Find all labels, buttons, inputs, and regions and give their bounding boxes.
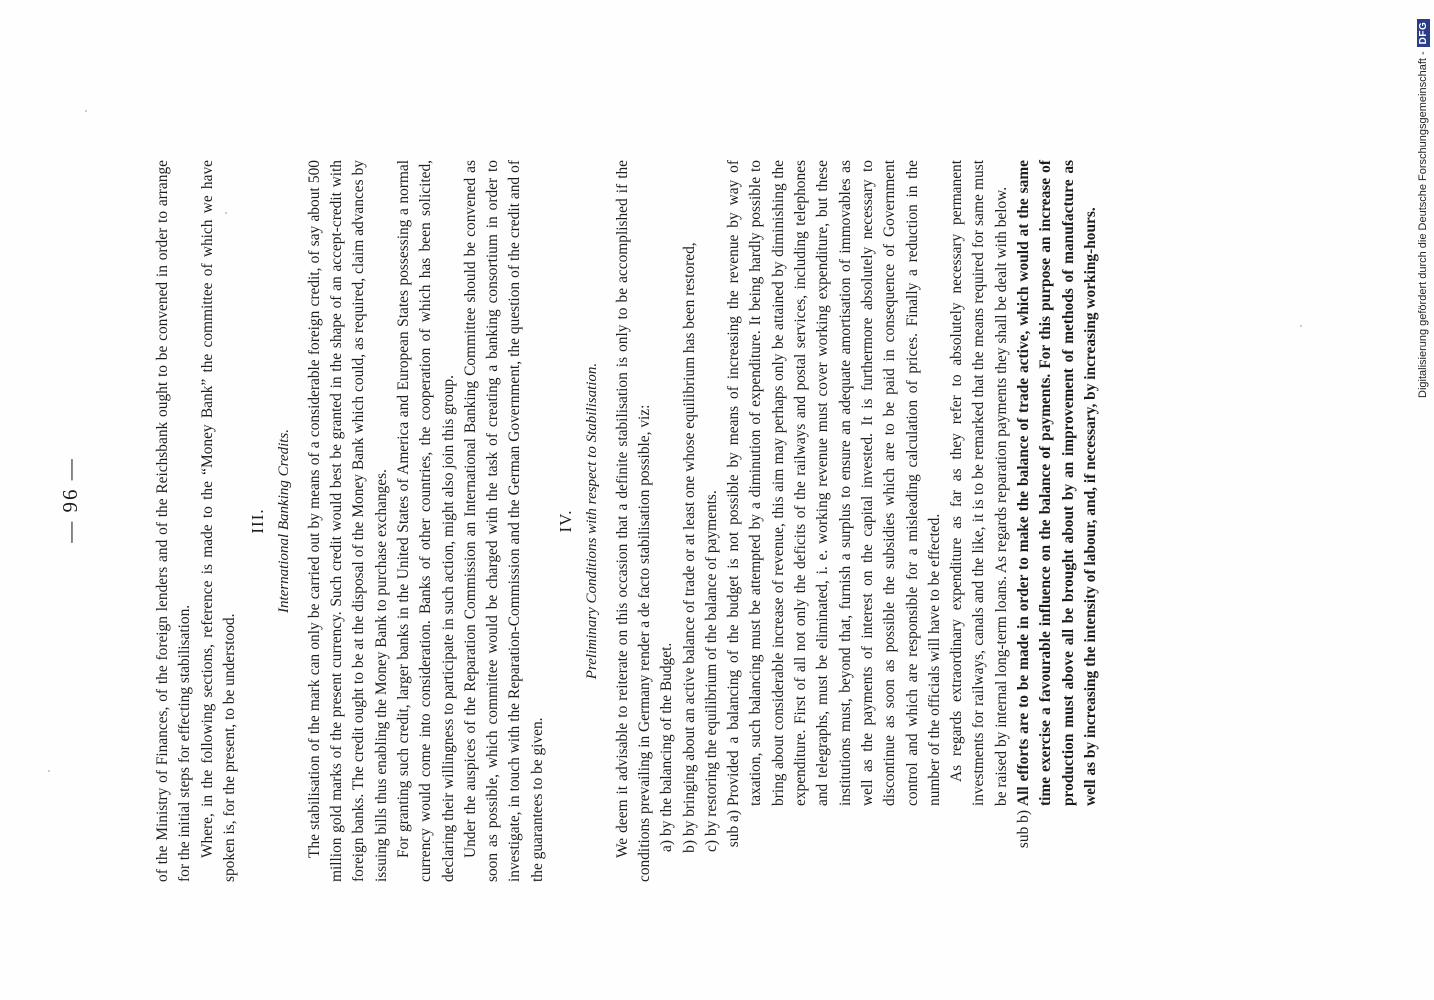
section-title: International Banking Credits. bbox=[276, 429, 293, 614]
paragraph: As regards extraordinary expenditure as far as they refer to absolutely necessary permanent investments for railways, canals and the like, it is to be remarked that the means required for same must be raised by internal long-term loans. As regards reparation payments they shall be dealt with below. bbox=[948, 160, 1010, 806]
text-column bbox=[152, 160, 1102, 882]
page-number: — 96 — bbox=[58, 457, 82, 543]
paragraph: For granting such credit, larger banks in the United States of America and European States possessing a normal currency would come into consideration. Banks of other countries, the cooperation of which has been solicited, declaring their willingness to participate in such action, might also join this group. bbox=[394, 160, 457, 882]
list-label: c) bbox=[702, 840, 720, 852]
list-text: by restoring the equilibrium of the balance of payments. bbox=[702, 490, 720, 836]
paragraph: Under the auspices of the Reparation Commission an International Banking Committee should be convened as soon as possible, which committee would be charged with the task of creating a banking consortium in order to investigate, in touch with the Reparation-Commission and the German Government, the question of the credit and of the guarantees to be given. bbox=[461, 160, 546, 882]
paragraph: Provided a balancing of the budget is not possible by means of increasing the revenue by way of taxation, such balancing must be attempted by a diminution of expenditure. It being hardly possible to bring about considerable increase of revenue, this aim may perhaps only be attained by diminishing the expenditure. First of all not only the deficits of the railways and postal services, including telephones and telegraphs, must be eliminated, i. e. working revenue must cover working expenditure, but these institutions must, beyond that, furnish a surplus to ensure an adequate amortisation of immovables as well as the payments of interest on the capital invested. It is furthermore absolutely necessary to discontinue as soon as possible the subsidies which are to be paid in consequence of Government control and which are responsible for a misleading calculation of prices. Finally a reduction in the number of the officials will have to be effected. bbox=[725, 160, 943, 806]
credit-text: Digitalisierung gefördert durch die Deutsche Forschungsgemeinschaft - bbox=[1417, 51, 1429, 398]
list-label: b) bbox=[680, 840, 698, 853]
section-title: Preliminary Conditions with respect to Stabilisation. bbox=[584, 362, 601, 680]
paragraph: All efforts are to be made in order to make the balance of trade active, which would at the same time exercise a favourable influence on the balance of payments. For this purpose an increase of production must above all be brought about by an improvement of methods of manufacture as well as by increasing the intensity of labour, and, if necessary, by increasing working-hours. bbox=[1014, 160, 1099, 806]
paragraph: Where, in the following sections, reference is made to the “Money Bank” the committee of which we have spoken is, for the present, to be understood. bbox=[198, 160, 238, 882]
section-numeral: III. bbox=[248, 508, 268, 534]
list-label: sub a) bbox=[725, 810, 743, 848]
list-item bbox=[656, 160, 678, 882]
paragraph: The stabilisation of the mark can only be carried out by means of a considerable foreign credit, of say about 500 million gold marks of the present currency. Such credit would best be granted in the shape of an accept-credit with foreign banks. The credit ought to be at the disposal of the Money Bank which could, as required, claim advances by issuing bills thus enabling the Money Bank to purchase exchanges. bbox=[305, 160, 390, 882]
list-label: sub b) bbox=[1014, 810, 1032, 849]
dfg-logo-icon: DFG bbox=[1417, 19, 1430, 48]
list-item bbox=[701, 160, 723, 882]
sub-a-item bbox=[723, 160, 1013, 882]
digitization-credit-note bbox=[1412, 8, 1434, 398]
section-numeral: IV. bbox=[556, 509, 576, 533]
paragraph: of the Ministry of Finances, of the foreign lenders and of the Reichsbank ought to be convened in order to arrange for the initial steps for effecting stabilisation. bbox=[154, 160, 194, 882]
paragraph: We deem it advisable to reiterate on this occasion that a definite stabilisation is only to be accomplished if the conditions prevailing in Germany render a de facto stabilisation possible, viz: bbox=[613, 160, 653, 882]
list-item bbox=[679, 160, 701, 882]
list-text: by bringing about an active balance of trade or at least one whose equilibrium has been restored, bbox=[680, 242, 698, 836]
sub-b-item bbox=[1013, 160, 1102, 882]
list-text: by the balancing of the Budget. bbox=[658, 642, 676, 836]
list-label: a) bbox=[658, 840, 676, 852]
